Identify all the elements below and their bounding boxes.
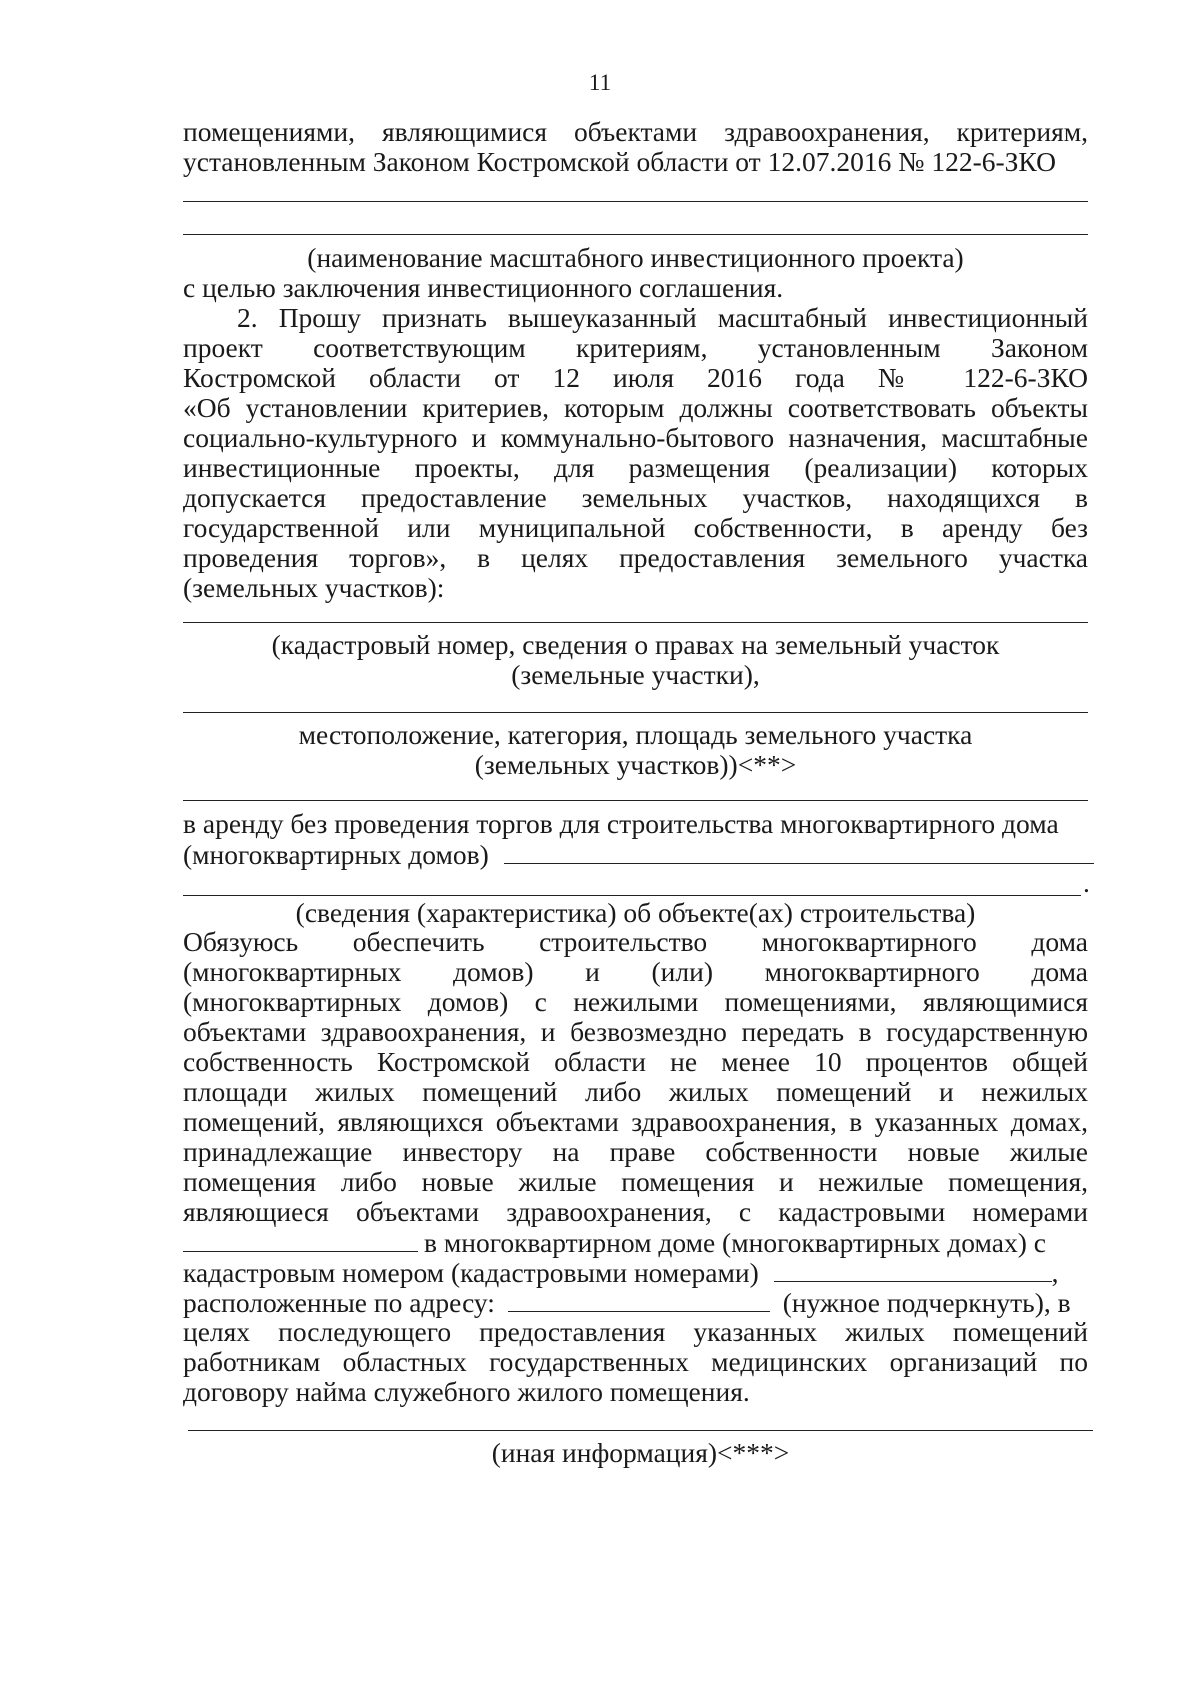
blank-field [508,1285,770,1312]
text-line: проект соответствующим критериям, установленным Законом [183,332,1088,363]
fill-in-line [183,622,1088,623]
text-fragment: в многоквартирном доме (многоквартирных домах) с [424,1227,1046,1258]
text-line: в аренду без проведения торгов для строительства многоквартирного дома [183,808,1059,839]
field-caption: местоположение, категория, площадь земельного участка [298,719,973,750]
text-line [183,1255,1088,1288]
text-line: целях последующего предоставления указанных жилых помещений [183,1316,1088,1347]
text-line: (земельных участков): [183,572,445,603]
page-number: 11 [588,70,612,95]
text-line: собственность Костромской области не менее 10 процентов общей [183,1046,1088,1077]
blank-field [774,1255,1052,1282]
text-line: проведения торгов», в целях предоставления земельного участка [183,542,1088,573]
fill-in-line [188,1430,1093,1431]
text-line: являющиеся объектами здравоохранения, с кадастровыми номерами [183,1196,1088,1227]
blank-field [504,837,1094,864]
text-line [183,837,1088,870]
text-fragment: кадастровым номером (кадастровыми номерами) [183,1257,759,1288]
text-line: установленным Законом Костромской области от 12.07.2016 № 122-6-ЗКО [183,146,1056,177]
blank-field [183,1225,418,1252]
text-fragment: расположенные по адресу: [183,1287,495,1318]
text-line: площади жилых помещений либо жилых помещений и нежилых [183,1076,1088,1107]
text-line: Обязуюсь обеспечить строительство многоквартирного дома [183,926,1088,957]
fill-in-line [183,800,1088,801]
text-line: Костромской области от 12 июля 2016 года № 122-6-ЗКО [183,362,1088,393]
field-caption: (наименование масштабного инвестиционного проекта) [307,242,964,273]
fill-in-line [183,712,1088,713]
fill-in-line [183,201,1088,202]
text-line: помещения либо новые жилые помещения и нежилые помещения, [183,1166,1088,1197]
fill-in-line [183,234,1088,235]
text-line: объектами здравоохранения, и безвозмездно передать в государственную [183,1016,1088,1047]
text-line: (многоквартирных домов) и (или) многоквартирного дома [183,956,1088,987]
text-line: договору найма служебного жилого помещения. [183,1376,750,1407]
text-fragment: , [1051,1257,1059,1288]
text-line [183,1225,1088,1258]
text-line: инвестиционные проекты, для размещения (реализации) которых [183,452,1088,483]
field-caption: (земельные участки), [511,659,760,690]
text-line: допускается предоставление земельных участков, находящихся в [183,482,1088,513]
text-line: 2. Прошу признать вышеуказанный масштабный инвестиционный [237,302,1088,333]
text-line [183,1285,1088,1318]
text-line: (многоквартирных домов) с нежилыми помещениями, являющимися [183,986,1088,1017]
field-caption: (земельных участков))<**> [474,749,797,780]
text-line: помещений, являющихся объектами здравоохранения, в указанных домах, [183,1106,1088,1137]
text-line: с целью заключения инвестиционного соглашения. [183,272,784,303]
field-caption: (сведения (характеристика) об объекте(ах) строительства) [295,897,976,928]
field-caption: (иная информация)<***> [491,1437,790,1468]
field-caption: (кадастровый номер, сведения о правах на земельный участок [271,629,1000,660]
text-fragment: (многоквартирных домов) [183,839,489,870]
text-line: «Об установлении критериев, которым должны соответствовать объекты [183,392,1088,423]
line-end-period: . [1083,867,1090,898]
text-line: принадлежащие инвестору на праве собственности новые жилые [183,1136,1088,1167]
text-line: социально-культурного и коммунально-бытового назначения, масштабные [183,422,1088,453]
text-fragment: (нужное подчеркнуть), в [782,1287,1071,1318]
text-line: работникам областных государственных медицинских организаций по [183,1346,1088,1377]
text-line: помещениями, являющимися объектами здравоохранения, критериям, [183,116,1088,147]
text-line: государственной или муниципальной собственности, в аренду без [183,512,1088,543]
